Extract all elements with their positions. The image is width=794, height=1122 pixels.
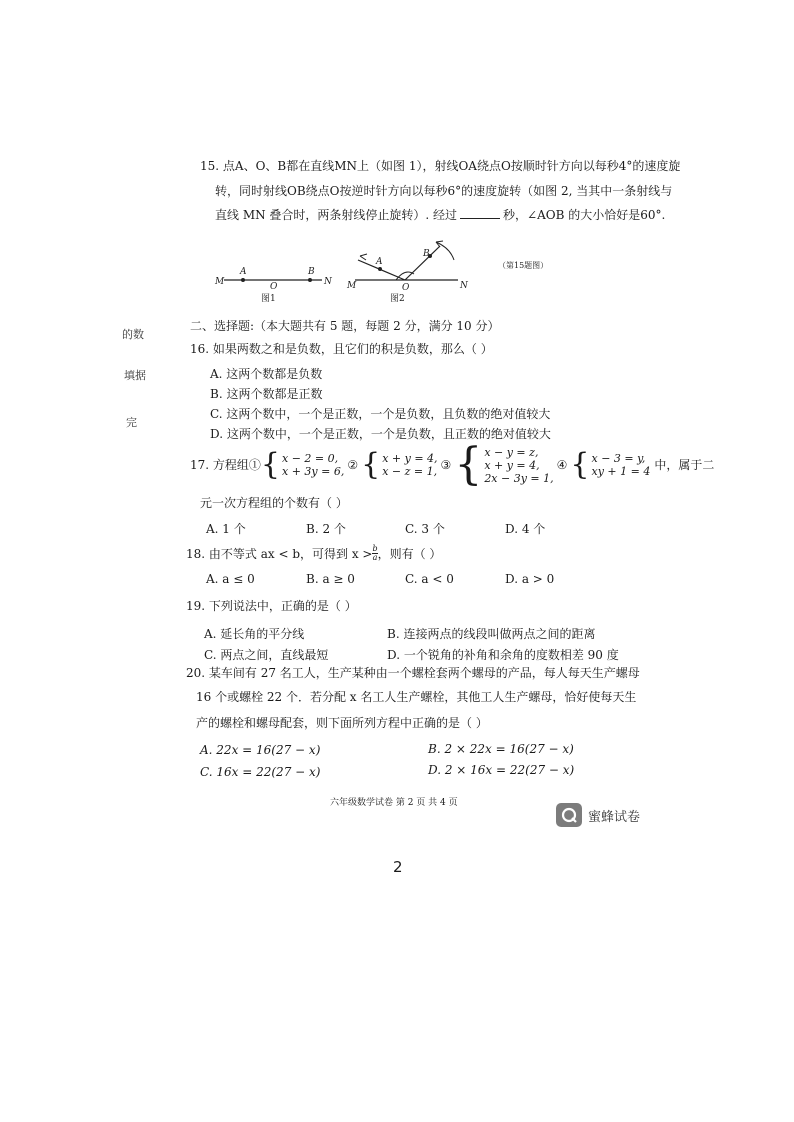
q16-option-d[interactable]: D. 这两个数中，一个是正数，一个是负数，且正数的绝对值较大 <box>210 427 551 441</box>
q16-option-c[interactable]: C. 这两个数中，一个是正数，一个是负数，且负数的绝对值较大 <box>210 407 551 421</box>
brace-icon: { <box>570 447 590 482</box>
q15-line3 <box>215 206 665 223</box>
q20-option-d[interactable]: D. 2 × 16x = 22(27 − x) <box>428 763 575 777</box>
q15-figure-label: （第15题图） <box>498 261 549 270</box>
fig1-label-n: N <box>324 277 332 287</box>
q17-lead: 17. 方程组① <box>190 458 261 472</box>
q18-option-b[interactable]: B. a ≥ 0 <box>306 572 355 586</box>
q19-option-d[interactable]: D. 一个锐角的补角和余角的度数相差 90 度 <box>387 648 619 662</box>
fig1-label-b: B <box>308 267 315 277</box>
margin-fragment: 的数 <box>122 328 144 341</box>
q20-line3: 产的螺栓和螺母配套，则下面所列方程中正确的是（ ） <box>196 716 488 730</box>
brace-icon: { <box>260 447 280 482</box>
fig2-label-n: N <box>460 281 468 291</box>
q18-option-d[interactable]: D. a > 0 <box>505 572 555 586</box>
margin-fragment: 完 <box>126 416 137 429</box>
q20-option-c[interactable]: C. 16x = 22(27 − x) <box>200 765 321 779</box>
q17-option-a[interactable]: A. 1 个 <box>206 522 246 536</box>
q17-option-c[interactable]: C. 3 个 <box>405 522 445 536</box>
q17-line2: 元一次方程组的个数有（ ） <box>200 496 348 510</box>
brand-name: 蜜蜂试卷 <box>588 809 641 825</box>
q17-option-d[interactable]: D. 4 个 <box>505 522 546 536</box>
brace-icon: { <box>454 439 483 490</box>
fig1-label-m: M <box>215 277 225 287</box>
fig2-label-m: M <box>347 281 357 291</box>
q16-stem: 16. 如果两数之和是负数，且它们的积是负数，那么（ ） <box>190 342 493 356</box>
q16-option-b[interactable]: B. 这两个数都是正数 <box>210 387 323 401</box>
fig2-point-a <box>378 267 382 271</box>
q15-line3-b: 秒，∠AOB 的大小恰好是60°. <box>503 208 666 222</box>
q19-option-a[interactable]: A. 延长角的平分线 <box>204 627 305 641</box>
margin-fragment: 填据 <box>124 369 146 382</box>
q17-tail: 中，属于二 <box>654 458 715 472</box>
fig2-label-b: B <box>423 249 430 259</box>
fig1-label-a: A <box>240 267 247 277</box>
q19-option-b[interactable]: B. 连接两点的线段叫做两点之间的距离 <box>387 627 596 641</box>
q17-system-4 <box>570 447 651 482</box>
footer-page-note: 六年级数学试卷 第 2 页 共 4 页 <box>330 798 458 808</box>
q17-system-3 <box>454 439 554 490</box>
q17-sys1-eq1: x − 2 = 0, <box>282 452 339 465</box>
q17-systems-line <box>190 439 715 490</box>
q17-sys2-eq1: x + y = 4, <box>382 452 438 465</box>
q18-frac-num: b <box>372 544 378 553</box>
q15-line2: 转，同时射线OB绕点O按逆时针方向以每秒6°的速度旋转（如图 2, 当其中一条射线与 <box>215 184 673 198</box>
fig1-label-o: O <box>270 282 278 292</box>
fig2-caption: 图2 <box>390 294 405 304</box>
fig1-point-a <box>241 278 245 282</box>
section2-title: 二、选择题:（本大题共有 5 题，每题 2 分，满分 10 分） <box>190 319 500 333</box>
q15-line1: 15. 点A、O、B都在直线MN上（如图 1），射线OA绕点O按顺时针方向以每秒4°的速度旋 <box>200 159 681 173</box>
q19-option-c[interactable]: C. 两点之间，直线最短 <box>204 648 329 662</box>
bee-logo-icon <box>556 803 582 827</box>
q20-line2: 16 个或螺栓 22 个．若分配 x 名工人生产螺栓，其他工人生产螺母，恰好使每天生 <box>196 690 637 704</box>
q18-option-c[interactable]: C. a < 0 <box>405 572 454 586</box>
q18-option-a[interactable]: A. a ≤ 0 <box>206 572 255 586</box>
q18-frac-den: a <box>372 553 378 562</box>
q20-option-b[interactable]: B. 2 × 22x = 16(27 − x) <box>428 742 574 756</box>
q17-sys2-eq2: x − z = 1, <box>382 465 438 478</box>
q17-system-1 <box>260 447 345 482</box>
q20-line1: 20. 某车间有 27 名工人，生产某种由一个螺栓套两个螺母的产品，每人每天生产螺母 <box>186 666 640 680</box>
fig2-rotation-arrow-a <box>360 254 367 260</box>
fig2-label-a: A <box>376 257 383 267</box>
page-number: 2 <box>393 858 403 876</box>
answer-blank[interactable] <box>460 206 500 219</box>
q18-stem-a: 18. 由不等式 ax < b，可得到 x > <box>186 546 373 561</box>
q15-line3-a: 直线 MN 叠合时，两条射线停止旋转）. 经过 <box>215 208 458 222</box>
q19-stem: 19. 下列说法中，正确的是（ ） <box>186 599 357 613</box>
q18-stem <box>186 545 441 562</box>
q17-sys3-eq2: x + y = 4, <box>484 458 540 472</box>
q17-sys4-eq2: xy + 1 = 4 <box>591 465 651 478</box>
q17-system-2 <box>361 447 438 482</box>
brace-icon: { <box>361 447 381 482</box>
q17-marker-3: ③ <box>440 458 452 472</box>
q17-sys3-eq3: 2x − 3y = 1, <box>484 471 554 485</box>
q17-sys4-eq1: x − 3 = y, <box>591 452 646 465</box>
q17-marker-4: ④ <box>556 458 568 472</box>
q20-option-a[interactable]: A. 22x = 16(27 − x) <box>200 743 321 757</box>
q17-option-b[interactable]: B. 2 个 <box>306 522 346 536</box>
q18-stem-b: ，则有（ ） <box>377 546 442 561</box>
brand-logo <box>556 803 640 827</box>
q17-sys1-eq2: x + 3y = 6, <box>282 465 345 478</box>
q15-figures <box>210 240 570 305</box>
fig1-point-b <box>308 278 312 282</box>
q17-sys3-eq1: x − y = z, <box>484 445 539 459</box>
fig2-label-o: O <box>402 283 410 293</box>
q16-option-a[interactable]: A. 这两个数都是负数 <box>210 367 323 381</box>
fig1-caption: 图1 <box>261 294 276 304</box>
q17-marker-2: ② <box>347 458 359 472</box>
